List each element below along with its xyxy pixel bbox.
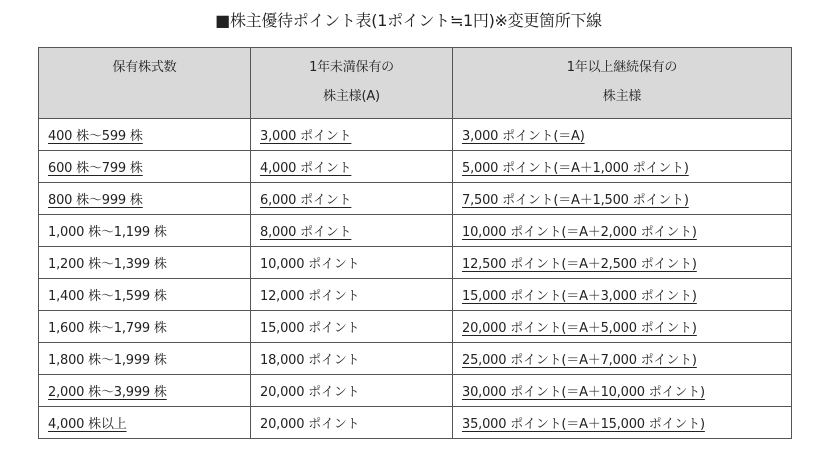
cell-shares: [39, 183, 251, 215]
cell-under-one-year-text: 20,000 ポイント: [260, 417, 360, 432]
header-shares: [39, 48, 251, 119]
points-table: [38, 47, 792, 439]
cell-over-one-year: [453, 119, 792, 151]
cell-over-one-year-text: 10,000 ポイント(＝A＋2,000 ポイント): [462, 225, 697, 240]
table-header-row: [39, 48, 792, 119]
cell-under-one-year-text: 3,000 ポイント: [260, 129, 352, 144]
cell-over-one-year-text: 30,000 ポイント(＝A＋10,000 ポイント): [462, 385, 705, 400]
cell-shares: [39, 119, 251, 151]
cell-over-one-year: [453, 311, 792, 343]
table-row: [39, 343, 792, 375]
page-title: ■株主優待ポイント表(1ポイント≒1円)※変更箇所下線: [215, 11, 602, 30]
cell-over-one-year-text: 35,000 ポイント(＝A＋15,000 ポイント): [462, 417, 705, 432]
cell-under-one-year-text: 15,000 ポイント: [260, 321, 360, 336]
cell-shares: [39, 343, 251, 375]
cell-over-one-year: [453, 279, 792, 311]
cell-under-one-year: [251, 311, 453, 343]
cell-shares-text: 2,000 株～3,999 株: [48, 385, 167, 400]
cell-over-one-year-text: 20,000 ポイント(＝A＋5,000 ポイント): [462, 321, 697, 336]
cell-shares-text: 1,400 株～1,599 株: [48, 289, 167, 304]
header-over-one-year-line1: 1年以上継続保有の: [566, 60, 678, 75]
cell-over-one-year-text: 7,500 ポイント(＝A＋1,500 ポイント): [462, 193, 689, 208]
cell-under-one-year: [251, 119, 453, 151]
cell-shares: [39, 279, 251, 311]
cell-under-one-year: [251, 215, 453, 247]
table-row: [39, 407, 792, 439]
cell-over-one-year: [453, 151, 792, 183]
cell-under-one-year: [251, 151, 453, 183]
table-row: [39, 375, 792, 407]
cell-under-one-year: [251, 343, 453, 375]
cell-under-one-year-text: 12,000 ポイント: [260, 289, 360, 304]
cell-shares: [39, 375, 251, 407]
cell-over-one-year: [453, 183, 792, 215]
cell-over-one-year: [453, 215, 792, 247]
cell-over-one-year-text: 12,500 ポイント(＝A＋2,500 ポイント): [462, 257, 697, 272]
cell-under-one-year-text: 10,000 ポイント: [260, 257, 360, 272]
header-over-one-year-line2: 株主様: [602, 89, 642, 104]
cell-under-one-year-text: 6,000 ポイント: [260, 193, 352, 208]
table-row: [39, 151, 792, 183]
header-under-one-year: [251, 48, 453, 119]
cell-shares: [39, 311, 251, 343]
cell-under-one-year: [251, 375, 453, 407]
cell-shares: [39, 407, 251, 439]
cell-under-one-year: [251, 183, 453, 215]
cell-shares-text: 1,000 株～1,199 株: [48, 225, 167, 240]
table-row: [39, 183, 792, 215]
cell-shares: [39, 215, 251, 247]
cell-over-one-year-text: 25,000 ポイント(＝A＋7,000 ポイント): [462, 353, 697, 368]
cell-over-one-year-text: 3,000 ポイント(＝A): [462, 129, 585, 144]
table-row: [39, 311, 792, 343]
table-row: [39, 215, 792, 247]
cell-shares-text: 4,000 株以上: [48, 417, 127, 432]
cell-shares-text: 1,600 株～1,799 株: [48, 321, 167, 336]
header-under-one-year-line2: 株主様(A): [323, 89, 380, 104]
cell-shares-text: 1,200 株～1,399 株: [48, 257, 167, 272]
cell-shares-text: 600 株～799 株: [48, 161, 143, 176]
cell-shares-text: 800 株～999 株: [48, 193, 143, 208]
table-row: [39, 119, 792, 151]
cell-over-one-year: [453, 343, 792, 375]
cell-shares: [39, 151, 251, 183]
cell-over-one-year: [453, 247, 792, 279]
cell-over-one-year: [453, 375, 792, 407]
cell-shares-text: 400 株～599 株: [48, 129, 143, 144]
cell-under-one-year: [251, 247, 453, 279]
cell-over-one-year: [453, 407, 792, 439]
cell-over-one-year-text: 5,000 ポイント(＝A＋1,000 ポイント): [462, 161, 689, 176]
cell-over-one-year-text: 15,000 ポイント(＝A＋3,000 ポイント): [462, 289, 697, 304]
cell-under-one-year-text: 8,000 ポイント: [260, 225, 352, 240]
cell-under-one-year-text: 20,000 ポイント: [260, 385, 360, 400]
header-shares-label: 保有株式数: [112, 60, 177, 75]
cell-under-one-year: [251, 407, 453, 439]
cell-shares: [39, 247, 251, 279]
cell-under-one-year-text: 18,000 ポイント: [260, 353, 360, 368]
table-row: [39, 247, 792, 279]
cell-shares-text: 1,800 株～1,999 株: [48, 353, 167, 368]
table-row: [39, 279, 792, 311]
cell-under-one-year-text: 4,000 ポイント: [260, 161, 352, 176]
header-over-one-year: [453, 48, 792, 119]
cell-under-one-year: [251, 279, 453, 311]
header-under-one-year-line1: 1年未満保有の: [309, 60, 394, 75]
